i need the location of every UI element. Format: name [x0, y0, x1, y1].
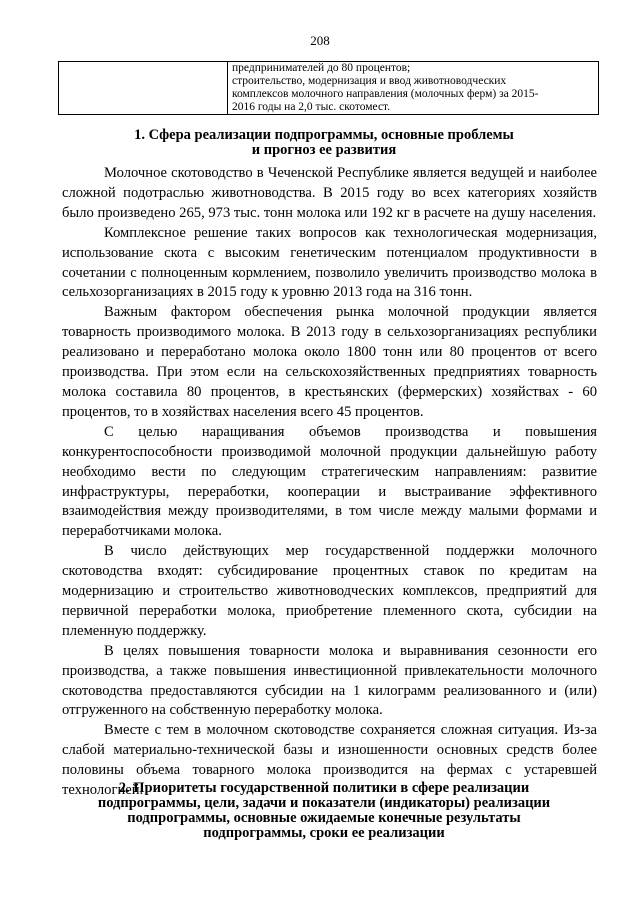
section2-title-line: подпрограммы, сроки ее реализации — [203, 825, 445, 841]
section1-heading — [62, 128, 586, 158]
paragraph: С целью наращивания объемов производства и повышения конкурентоспособности производимой молочной продукции дальнейшую работу необходимо вести по следующим стратегическим направлениям: развитие инфраструктуры, переработки, кооперации и выстраивание эффективного взаимодействия между производителями, в том числе между малыми формами и переработчиками молока. — [62, 423, 597, 540]
paragraph: Важным фактором обеспечения рынка молочной продукции является товарность производимого молока. В 2013 году в сельхозорганизациях республики реализовано и переработано молока около 1800 тонн или 80 процентов от всего производства. При этом если на сельскохозяйственных предприятиях товарность молока составила 80 процентов, в крестьянских (фермерских) хозяйствах - 60 процентов, то в хозяйствах населения всего 45 процентов. — [62, 304, 597, 420]
paragraph: Вместе с тем в молочном скотоводстве сохраняется сложная ситуация. Из-за слабой материально-технической базы и изношенности основных средств более половины объема товарного молока производится на фермах с устаревшей технологией. — [62, 722, 597, 799]
section2-title-line: подпрограммы, цели, задачи и показатели (индикаторы) реализации — [97, 795, 551, 811]
table-row — [59, 62, 599, 115]
section2-heading — [56, 781, 592, 841]
table-line: комплексов молочного направления (молочных ферм) за 2015- — [232, 88, 539, 100]
table-cell-right — [228, 62, 599, 115]
section1-body — [62, 164, 597, 801]
table-cell-left — [59, 62, 228, 115]
paragraph: В число действующих мер государственной поддержки молочного скотоводства входят: субсидирование процентных ставок по кредитам на модернизацию и строительство животноводческих комплексов, предприятий для первичной переработки молока, приобретение племенного скота, субсидии на племенную поддержку. — [62, 543, 597, 639]
section1-title-line: и прогноз ее развития — [251, 142, 397, 158]
table-line: 2016 годы на 2,0 тыс. скотомест. — [232, 101, 391, 113]
paragraph: В целях повышения товарности молока и выравнивания сезонности его производства, а также повышения инвестиционной привлекательности молочного скотоводства предоставляются субсидии на 1 килограмм реализованного и (или) отгруженного на собственную переработку молока. — [62, 642, 597, 719]
section2-title-line: 2. Приоритеты государственной политики в сфере реализации — [118, 780, 530, 796]
table-line: строительство, модернизация и ввод животноводческих — [232, 75, 507, 87]
section1-title-line: 1. Сфера реализации подпрограммы, основные проблемы — [134, 127, 514, 143]
page-number: 208 — [310, 33, 330, 48]
paragraph: Комплексное решение таких вопросов как технологическая модернизация, использование скота с высоким генетическим потенциалом продуктивности в сочетании с полноценным кормлением, позволило увеличить производство молока в сельхозорганизациях в 2015 году к уровню 2013 года на 316 тонн. — [62, 224, 597, 301]
continuation-table — [58, 61, 599, 115]
section2-title-line: подпрограммы, основные ожидаемые конечные результаты — [127, 810, 521, 826]
table-line: предпринимателей до 80 процентов; — [232, 62, 411, 74]
paragraph: Молочное скотоводство в Чеченской Республике является ведущей и наиболее сложной подотраслью животноводства. В 2015 году во всех категориях хозяйств было произведено 265, 973 тыс. тонн молока или 192 кг в расчете на душу населения. — [62, 165, 597, 221]
